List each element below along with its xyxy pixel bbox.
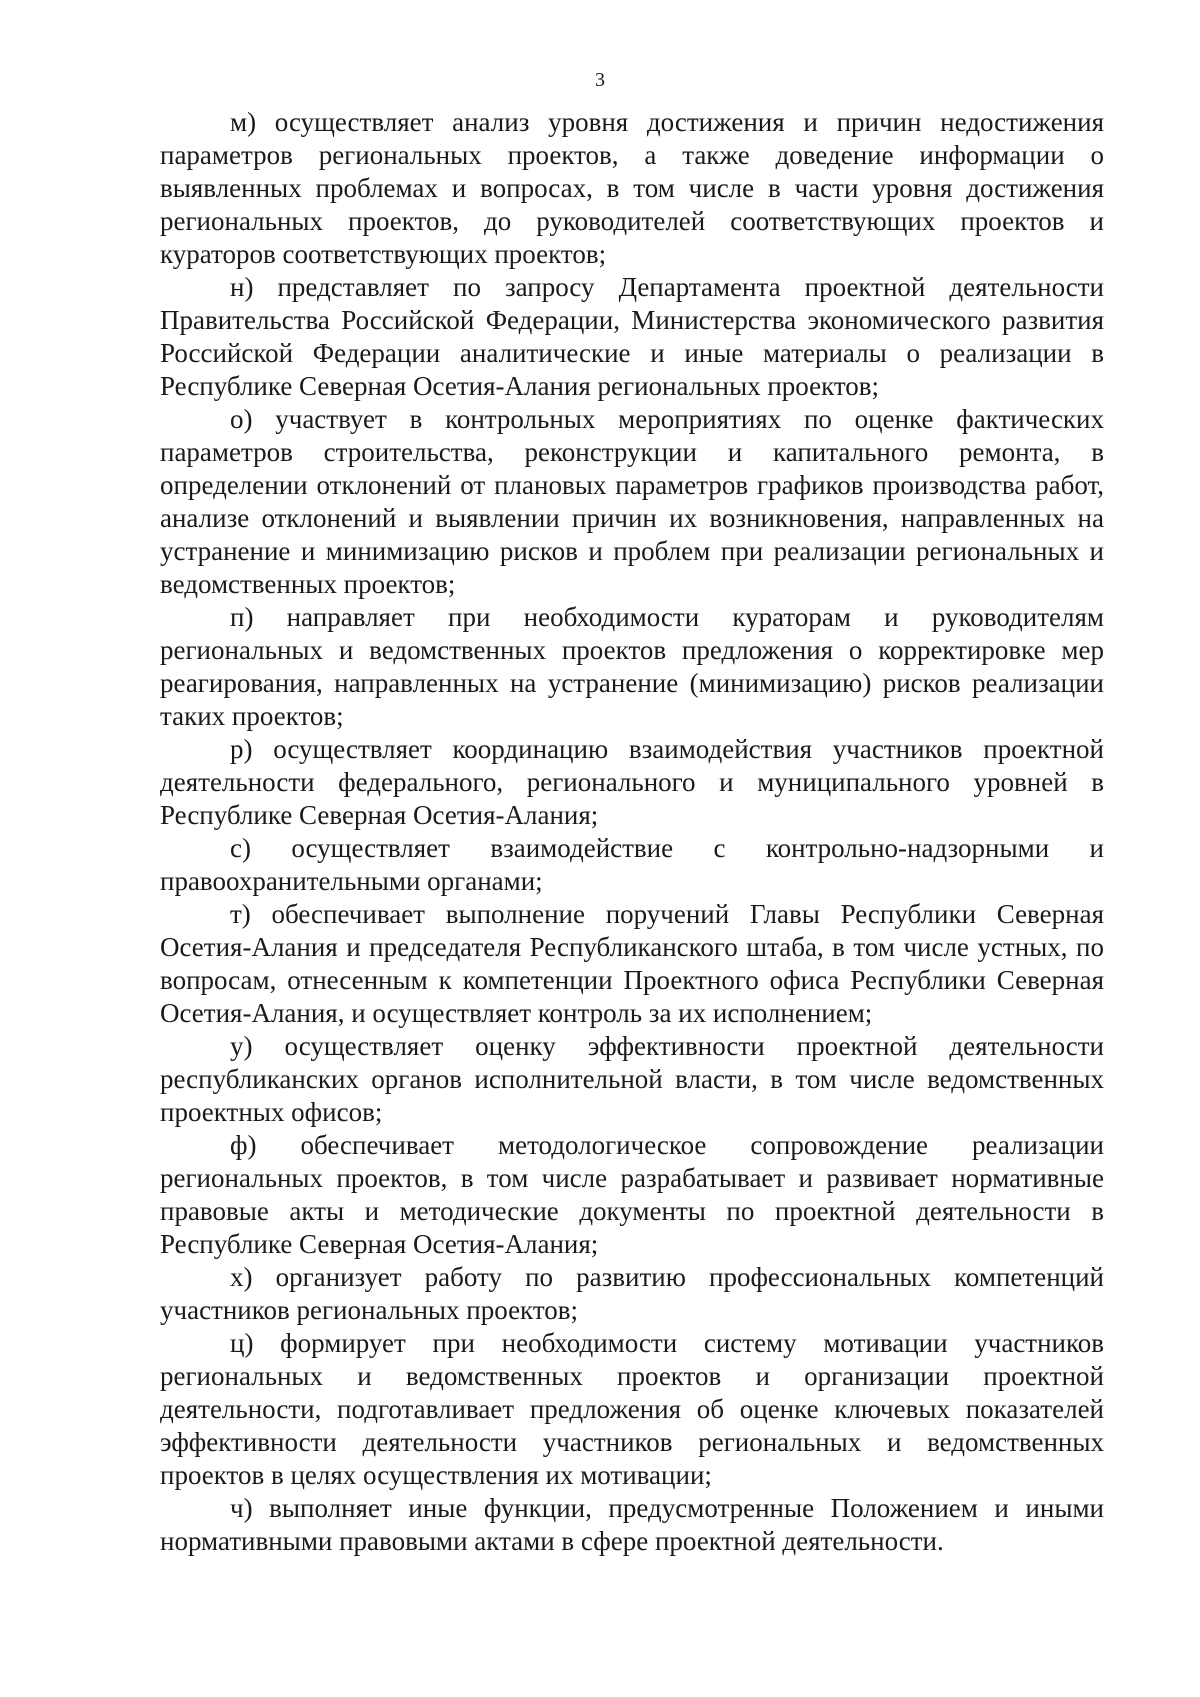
- paragraph-r: р) осуществляет координацию взаимодействия участников проектной деятельности федерального, регионального и муниципального уровней в Республике Северная Осетия-Алания;: [160, 734, 1104, 830]
- document-body: [160, 106, 1104, 1558]
- page-number: 3: [595, 69, 605, 91]
- paragraph-kh: х) организует работу по развитию профессиональных компетенций участников региональных проектов;: [160, 1262, 1104, 1325]
- paragraph-m: м) осуществляет анализ уровня достижения и причин недостижения параметров региональных проектов, а также доведение информации о выявленных проблемах и вопросах, в том числе в части уровня достижения региональных проектов, до руководителей соответствующих проектов и кураторов соответствующих проектов;: [160, 107, 1104, 269]
- paragraph-f: ф) обеспечивает методологическое сопровождение реализации региональных проектов, в том числе разрабатывает и развивает нормативные правовые акты и методические документы по проектной деятельности в Республике Северная Осетия-Алания;: [160, 1130, 1104, 1259]
- paragraph-s: с) осуществляет взаимодействие с контрольно-надзорными и правоохранительными органами;: [160, 833, 1104, 896]
- paragraph-o: о) участвует в контрольных мероприятиях по оценке фактических параметров строительства, реконструкции и капитального ремонта, в определении отклонений от плановых параметров графиков производства работ, анализе отклонений и выявлении причин их возникновения, направленных на устранение и минимизацию рисков и проблем при реализации региональных и ведомственных проектов;: [160, 404, 1104, 599]
- paragraph-u: у) осуществляет оценку эффективности проектной деятельности республиканских органов исполнительной власти, в том числе ведомственных проектных офисов;: [160, 1031, 1104, 1127]
- paragraph-n: н) представляет по запросу Департамента проектной деятельности Правительства Российской Федерации, Министерства экономического развития Российской Федерации аналитические и иные материалы о реализации в Республике Северная Осетия-Алания региональных проектов;: [160, 272, 1104, 401]
- paragraph-ch: ч) выполняет иные функции, предусмотренные Положением и иными нормативными правовыми актами в сфере проектной деятельности.: [160, 1493, 1104, 1556]
- paragraph-ts: ц) формирует при необходимости систему мотивации участников региональных и ведомственных проектов и организации проектной деятельности, подготавливает предложения об оценке ключевых показателей эффективности деятельности участников региональных и ведомственных проектов в целях осуществления их мотивации;: [160, 1328, 1104, 1490]
- paragraph-p: п) направляет при необходимости кураторам и руководителям региональных и ведомственных проектов предложения о корректировке мер реагирования, направленных на устранение (минимизацию) рисков реализации таких проектов;: [160, 602, 1104, 731]
- paragraph-t: т) обеспечивает выполнение поручений Главы Республики Северная Осетия-Алания и председателя Республиканского штаба, в том числе устных, по вопросам, отнесенным к компетенции Проектного офиса Республики Северная Осетия-Алания, и осуществляет контроль за их исполнением;: [160, 899, 1104, 1028]
